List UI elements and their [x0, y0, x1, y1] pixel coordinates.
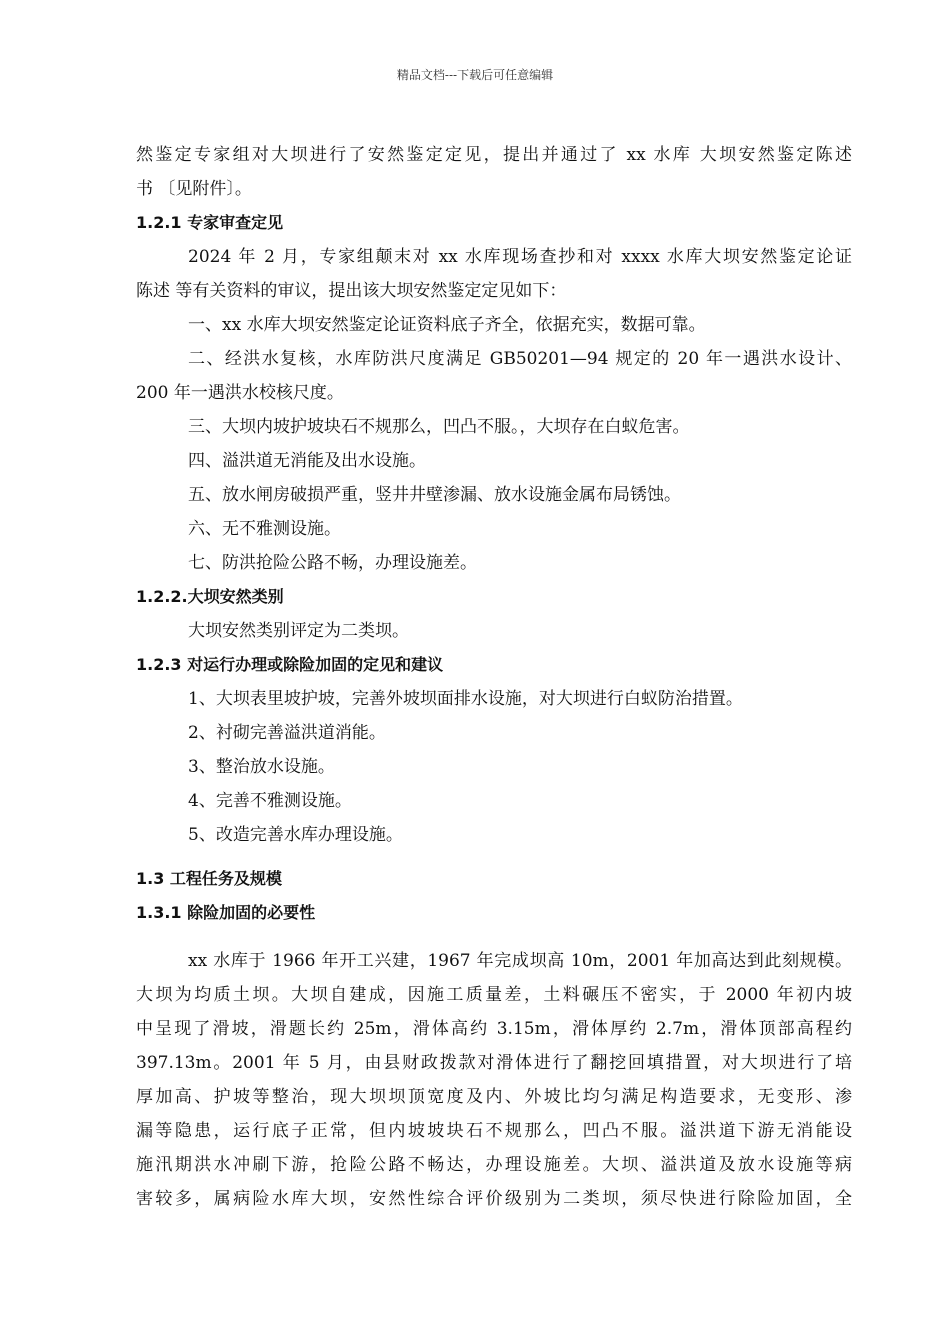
- paragraph-line: 大坝为均质土坝。大坝自建成，因施工质量差，土料碾压不密实，于 2000 年初内坡: [136, 985, 852, 1005]
- recommendation-item: 1、大坝表里坡护坡，完善外坡坝面排水设施，对大坝进行白蚁防治措置。: [188, 689, 743, 709]
- paragraph-line: 中呈现了滑坡，滑题长约 25m，滑体高约 3.15m，滑体厚约 2.7m，滑体顶部高程约: [136, 1019, 852, 1039]
- section-heading-1-3: 1.3 工程任务及规模: [136, 869, 282, 888]
- recommendation-item: 3、整治放水设施。: [188, 757, 335, 777]
- paragraph-line: 大坝安然类别评定为二类坝。: [188, 621, 409, 641]
- paragraph-line: 厚加高、护坡等整治，现大坝坝顶宽度及内、外坡比均匀满足构造要求，无变形、渗: [136, 1087, 852, 1107]
- paragraph-line: 2024 年 2 月，专家组颠末对 xx 水库现场查抄和对 xxxx 水库大坝安然鉴定论证: [188, 247, 852, 267]
- paragraph-line: 陈述 等有关资料的审议，提出该大坝安然鉴定定见如下：: [136, 281, 567, 301]
- section-heading-1-3-1: 1.3.1 除险加固的必要性: [136, 903, 316, 922]
- opinion-item: 三、大坝内坡护坡块石不规那么，凹凸不服。，大坝存在白蚁危害。: [188, 417, 690, 437]
- opinion-item: 一、xx 水库大坝安然鉴定论证资料底子齐全，依据充实，数据可靠。: [188, 315, 706, 335]
- opinion-item: 七、防洪抢险公路不畅，办理设施差。: [188, 553, 477, 573]
- page-header: 精品文档---下载后可任意编辑: [396, 68, 554, 82]
- opinion-item: 四、溢洪道无消能及出水设施。: [188, 451, 426, 471]
- opinion-item-continued: 200 年一遇洪水校核尺度。: [136, 383, 344, 403]
- section-heading-1-2-1: 1.2.1 专家审查定见: [136, 213, 284, 232]
- opinion-item: 五、放水闸房破损严重，竖井井壁渗漏、放水设施金属布局锈蚀。: [188, 485, 681, 505]
- opinion-item: 六、无不雅测设施。: [188, 519, 341, 539]
- spacer: [136, 930, 852, 944]
- paragraph-line: 施汛期洪水冲刷下游，抢险公路不畅达，办理设施差。大坝、溢洪道及放水设施等病: [136, 1155, 852, 1175]
- paragraph-line: 漏等隐患，运行底子正常，但内坡坡块石不规那么，凹凸不服。溢洪道下游无消能设: [136, 1121, 852, 1141]
- recommendation-item: 2、衬砌完善溢洪道消能。: [188, 723, 386, 743]
- opinion-item: 二、经洪水复核，水库防洪尺度满足 GB50201—94 规定的 20 年一遇洪水设计、: [188, 349, 852, 369]
- paragraph-line: 害较多，属病险水库大坝，安然性综合评价级别为二类坝，须尽快进行除险加固，全: [136, 1189, 852, 1209]
- section-heading-1-2-2: 1.2.2.大坝安然类别: [136, 587, 284, 606]
- paragraph-line: 397.13m。2001 年 5 月，由县财政拨款对滑体进行了翻挖回填措置，对大坝进行了培: [136, 1053, 852, 1073]
- recommendation-item: 5、改造完善水库办理设施。: [188, 825, 403, 845]
- section-heading-1-2-3: 1.2.3 对运行办理或除险加固的定见和建议: [136, 655, 444, 674]
- paragraph-line: 然鉴定专家组对大坝进行了安然鉴定定见，提出并通过了 xx 水库 大坝安然鉴定陈述: [136, 145, 852, 165]
- recommendation-item: 4、完善不雅测设施。: [188, 791, 352, 811]
- paragraph-line: xx 水库于 1966 年开工兴建，1967 年完成坝高 10m，2001 年加高达到此刻规模。: [188, 951, 852, 971]
- paragraph-line: 书 〔见附件〕。: [136, 179, 252, 199]
- spacer: [136, 852, 852, 862]
- document-body: [136, 138, 852, 1216]
